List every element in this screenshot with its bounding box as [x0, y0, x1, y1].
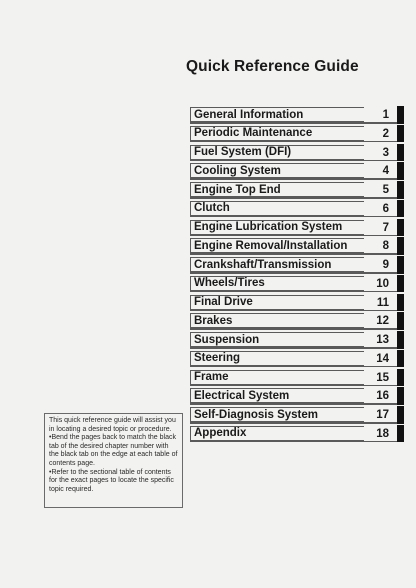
divider [190, 347, 397, 349]
note-intro: This quick reference guide will assist you in locating a desired topic or procedure. [49, 417, 176, 433]
chapter-number: 14 [376, 352, 389, 365]
chapter-label[interactable]: Final Drive [190, 295, 364, 310]
chapter-number: 17 [376, 409, 389, 421]
chapter-label[interactable]: Appendix [190, 426, 364, 441]
chapter-label[interactable]: Electrical System [190, 388, 364, 403]
chapter-row[interactable] [190, 331, 404, 350]
chapter-tab[interactable] [397, 387, 404, 405]
chapter-number: 9 [382, 259, 389, 271]
divider [190, 291, 397, 293]
chapter-row[interactable] [190, 406, 404, 425]
chapter-tab[interactable] [397, 106, 404, 124]
chapter-tab[interactable] [397, 275, 404, 293]
chapter-row[interactable] [190, 181, 404, 200]
chapter-number: 3 [382, 146, 389, 159]
chapter-number: 2 [382, 127, 389, 140]
divider [190, 253, 397, 255]
chapter-tab[interactable] [397, 369, 404, 387]
chapter-label[interactable]: Engine Top End [190, 182, 364, 197]
chapter-tab[interactable] [397, 425, 404, 443]
chapter-row[interactable] [190, 144, 404, 163]
chapter-label[interactable]: Fuel System (DFI) [190, 145, 364, 160]
note-bullet: •Bend the pages back to match the black tab of the desired chapter number with the black tab on the edge at each table of contents page. [49, 434, 178, 467]
chapter-row[interactable] [190, 162, 404, 181]
divider [190, 141, 397, 143]
divider [190, 235, 397, 237]
chapter-tab[interactable] [397, 200, 404, 218]
chapter-tab[interactable] [397, 406, 404, 424]
chapter-row[interactable] [190, 200, 404, 219]
chapter-tab[interactable] [397, 312, 404, 330]
chapter-number: 11 [376, 296, 389, 309]
chapter-tab[interactable] [397, 331, 404, 349]
chapter-number: 4 [382, 165, 389, 178]
divider [190, 422, 397, 424]
divider [190, 160, 397, 162]
chapter-tab[interactable] [397, 237, 404, 255]
page-title: Quick Reference Guide [186, 58, 359, 75]
divider [190, 385, 397, 387]
chapter-label[interactable]: Steering [190, 351, 364, 366]
chapter-label[interactable]: Engine Removal/Installation [190, 238, 364, 253]
chapter-tab[interactable] [397, 294, 404, 312]
chapter-row[interactable] [190, 294, 404, 313]
usage-note [44, 413, 183, 508]
divider [190, 122, 397, 124]
divider [190, 178, 397, 180]
divider [190, 272, 397, 274]
chapter-row[interactable] [190, 237, 404, 256]
chapter-tab[interactable] [397, 125, 404, 143]
chapter-number: 7 [382, 221, 389, 234]
chapter-tab[interactable] [397, 181, 404, 199]
chapter-label[interactable]: Crankshaft/Transmission [190, 257, 364, 272]
chapter-number: 1 [382, 109, 389, 121]
divider [190, 310, 397, 312]
chapter-label[interactable]: Brakes [190, 313, 364, 328]
chapter-number: 10 [376, 277, 389, 290]
chapter-label[interactable]: Cooling System [190, 163, 364, 178]
chapter-label[interactable]: Periodic Maintenance [190, 126, 364, 141]
divider [190, 216, 397, 218]
chapter-label[interactable]: Clutch [190, 201, 364, 216]
chapter-tab[interactable] [397, 144, 404, 162]
chapter-row[interactable] [190, 425, 404, 444]
note-bullet: •Refer to the sectional table of contents for the exact pages to locate the specific topic required. [49, 468, 174, 493]
chapter-label[interactable]: Wheels/Tires [190, 276, 364, 291]
chapter-row[interactable] [190, 312, 404, 331]
chapter-tab[interactable] [397, 219, 404, 237]
chapter-tab[interactable] [397, 162, 404, 180]
divider [190, 197, 397, 199]
chapter-number: 15 [376, 371, 389, 384]
chapter-label[interactable]: Engine Lubrication System [190, 220, 364, 235]
chapter-row[interactable] [190, 275, 404, 294]
chapter-number: 12 [376, 315, 389, 328]
chapter-number: 5 [382, 184, 389, 196]
divider [190, 403, 397, 405]
divider [190, 366, 397, 368]
divider [190, 441, 397, 443]
chapter-number: 16 [376, 390, 389, 403]
chapter-tab[interactable] [397, 256, 404, 274]
chapter-label[interactable]: Self-Diagnosis System [190, 407, 364, 422]
chapter-number: 13 [376, 334, 389, 346]
chapter-row[interactable] [190, 387, 404, 406]
chapter-tab[interactable] [397, 350, 404, 368]
chapter-row[interactable] [190, 369, 404, 388]
chapter-label[interactable]: Suspension [190, 332, 364, 347]
chapter-row[interactable] [190, 256, 404, 275]
chapter-row[interactable] [190, 106, 404, 125]
chapter-row[interactable] [190, 219, 404, 238]
chapter-index [190, 106, 404, 444]
chapter-row[interactable] [190, 350, 404, 369]
chapter-label[interactable]: Frame [190, 370, 364, 385]
chapter-row[interactable] [190, 125, 404, 144]
chapter-number: 6 [382, 202, 389, 215]
chapter-number: 8 [382, 240, 389, 253]
divider [190, 328, 397, 330]
chapter-number: 18 [376, 427, 389, 440]
chapter-label[interactable]: General Information [190, 107, 364, 122]
